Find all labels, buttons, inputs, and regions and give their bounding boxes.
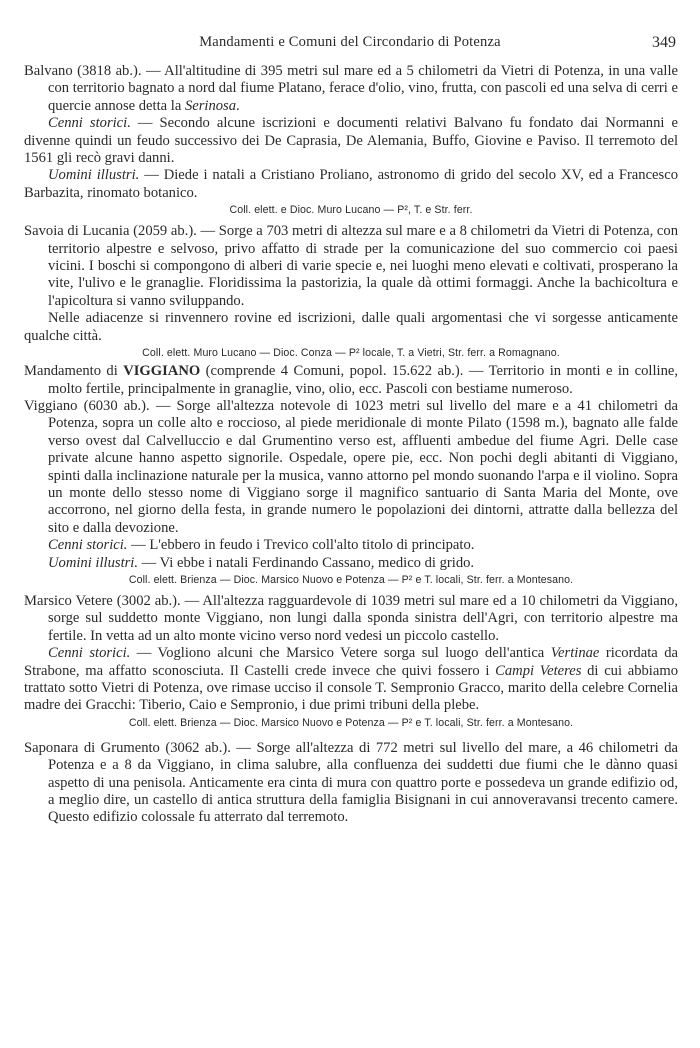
running-header [24, 34, 676, 54]
population: (6030 ab.). [83, 397, 150, 414]
entry-balvano: Balvano (3818 ab.). — All'altitudine di 395 metri sul mare ed a 5 chilometri da Vietri di Potenza, in una valle con territorio bagnato a nord dal fiume Platano, ferace d'olio, vino, frutta, con pascoli ed una selva di cerri e quercie annose detta la Serinosa. [24, 63, 678, 114]
page-number: 349 [652, 34, 676, 51]
entry-title: Saponara di Grumento [24, 739, 160, 756]
entry-viggiano: Viggiano (6030 ab.). — Sorge all'altezza notevole di 1023 metri sul livello del mare e a 41 chilometri da Potenza, sopra un colle alto e roccioso, al piede meridionale di monte Pilato (1598 m.), bagnato alle falde verso ovest dal Calvelluccio e dal Grumentino verso est, affluenti ambedue del fiume Agri. Delle case private alcune hanno aspetto signorile. Ospedale, opere pie, ecc. Non pochi degli abitanti di Viggiano, spinti dalla inclinazione naturale per la musica, vanno attorno pel mondo suonando l'arpa e il violino. Sopra un monte dello stesso nome di Viggiano sorge il magnifico santuario di Santa Maria del Monte, ove accorrono, nel giorno della festa, in grande numero le popolazioni dei dintorni, attratte dalla bellezza del sito e dalla devozione. [24, 397, 678, 536]
entry-saponara: Saponara di Grumento (3062 ab.). — Sorge all'altezza di 772 metri sul livello del mare, a 46 chilometri da Potenza e a 8 da Viggiano, in clima salubre, alla confluenza dei suddetti due fiumi che le dànno quasi aspetto di una penisola. Anticamente era cinta di mura con quattro porte e possedeva un grande edifizio od, a meglio dire, un castello di antica struttura della famiglia Bisignani in cui annoveravansi trecento camere. Questo edifizio colossale fu atterrato dal terremoto. [24, 739, 678, 826]
header-title: Mandamenti e Comuni del Circondario di Potenza [199, 34, 501, 50]
entry-paragraph: Nelle adiacenze si rinvennero rovine ed iscrizioni, dalle quali argomentasi che vi sorgesse anticamente qualche città. [24, 310, 678, 344]
notable-people: Uomini illustri. — Vi ebbe i natali Ferdinando Cassano, medico di grido. [48, 554, 475, 571]
population: (2059 ab.). [133, 223, 197, 240]
electoral-note: Coll. elett. e Dioc. Muro Lucano — P², T. e Str. ferr. [229, 204, 473, 217]
district-name: VIGGIANO [123, 363, 201, 380]
population: (3002 ab.). [116, 592, 181, 609]
district-heading: Mandamento di VIGGIANO (comprende 4 Comuni, popol. 15.622 ab.). — Territorio in monti e in colline, molto fertile, principalmente in granaglie, vino, olio, ecc. Pascoli con bestiame numeroso. [24, 363, 678, 397]
population: (3062 ab.). [165, 739, 231, 756]
population: (3818 ab.). [77, 63, 142, 79]
historical-notes: Cenni storici. — Secondo alcune iscrizioni e documenti relativi Balvano fu fondato dai Normanni e divenne quindi un feudo successivo dei De Caprasia, De Alemania, Buffo, Giovine e Paviso. Il terremoto del 1561 gli recò gravi danni. [24, 115, 678, 167]
entry-title: Savoia di Lucania [24, 223, 130, 240]
entry-title: Marsico Vetere [24, 592, 113, 609]
historical-notes: Cenni storici. — Vogliono alcuni che Marsico Vetere sorga sul luogo dell'antica Vertinae ricordata da Strabone, ma affatto sconosciuta. Il Castelli crede invece che quivi fossero i Campi Veteres di cui abbiamo trattato sotto Vietri di Potenza, ove rimase ucciso il console T. Sempronio Gracco, marito della celebre Cornelia madre dei Gracchi: Tiberio, Caio e Sempronio, i due primi tribuni della plebe. [24, 645, 678, 714]
body-text [24, 63, 678, 827]
entry-title: Viggiano [24, 397, 78, 414]
electoral-note: Coll. elett. Muro Lucano — Dioc. Conza — P² locale, T. a Vietri, Str. ferr. a Romagnano. [142, 347, 560, 360]
notable-people: Uomini illustri. — Diede i natali a Cristiano Proliano, astronomo di grido del secolo XV, ed a Francesco Barbazita, rinomato botanico. [24, 167, 678, 201]
entry-title: Balvano [24, 63, 73, 79]
historical-notes: Cenni storici. — L'ebbero in feudo i Trevico coll'alto titolo di principato. [48, 537, 475, 554]
electoral-note: Coll. elett. Brienza — Dioc. Marsico Nuovo e Potenza — P² e T. locali, Str. ferr. a Montesano. [128, 573, 574, 586]
entry-savoia: Savoia di Lucania (2059 ab.). — Sorge a 703 metri di altezza sul mare e a 8 chilometri da Vietri di Potenza, con territorio alpestre e selvoso, privo affatto di strade per la comunicazione del suo commercio coi paesi vicini. I boschi si compongono di alberi di varie specie e, nei luoghi meno elevati e coltivati, prosperano la vite, l'ulivo e le granaglie. Floridissima la pastorizia, la quale dà ottimi formaggi. Anche la bachicoltura e l'apicoltura si vanno sviluppando. [24, 223, 678, 309]
entry-marsico-vetere: Marsico Vetere (3002 ab.). — All'altezza ragguardevole di 1039 metri sul mare ed a 10 chilometri da Viggiano, sorge sul suddetto monte Viggiano, non lungi dalla sponda sinistra dell'Agri, con territorio alpestre ma fertile. In vetta ad un alto monte vicino verso nord vedesi un piccolo castello. [24, 592, 678, 644]
electoral-note: Coll. elett. Brienza — Dioc. Marsico Nuovo e Potenza — P² e T. locali, Str. ferr. a Montesano. [128, 716, 574, 729]
